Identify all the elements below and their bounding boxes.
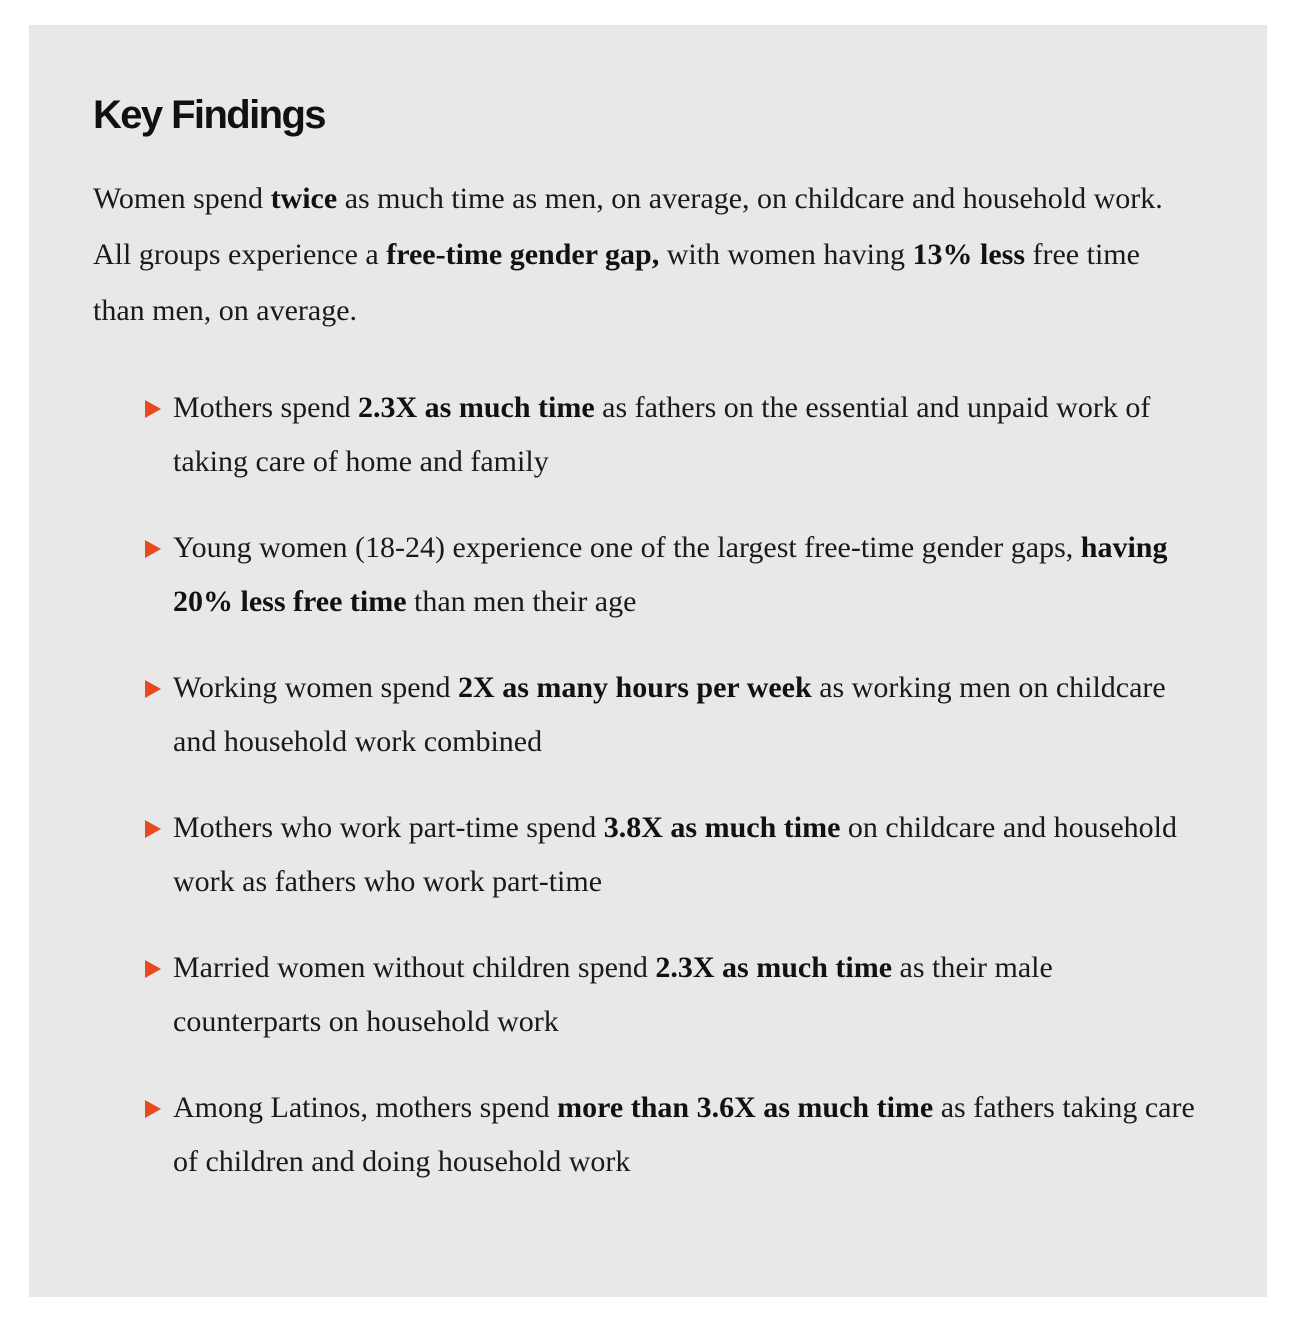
finding-emphasis: 3.8X as much time <box>603 811 841 844</box>
key-findings-panel <box>29 25 1267 1297</box>
triangle-bullet-icon <box>145 960 161 978</box>
intro-emphasis: twice <box>270 182 338 215</box>
finding-text: as their male counterparts on household work <box>173 951 1053 1038</box>
finding-item <box>173 941 1203 1049</box>
triangle-bullet-icon <box>145 820 161 838</box>
finding-emphasis: having 20% less free time <box>173 531 1168 618</box>
finding-text: Mothers spend <box>173 391 358 424</box>
finding-text: Married women without children spend <box>173 951 656 984</box>
triangle-bullet-icon <box>145 540 161 558</box>
finding-emphasis: 2X as many hours per week <box>458 671 812 704</box>
finding-emphasis: 2.3X as much time <box>357 391 595 424</box>
finding-item <box>173 801 1203 909</box>
finding-text: than men their age <box>406 585 637 618</box>
section-title: Key Findings <box>93 93 325 137</box>
finding-emphasis: more than 3.6X as much time <box>557 1091 934 1124</box>
intro-text: free time than men, on average. <box>93 238 1140 327</box>
finding-text: Young women (18-24) experience one of the largest free-time gender gaps, <box>173 531 1081 564</box>
finding-item <box>173 1081 1203 1189</box>
intro-emphasis: 13% less <box>912 238 1026 271</box>
intro-text: as much time as men, on average, on childcare and household work. All groups experience a <box>93 182 1163 271</box>
finding-text: as fathers on the essential and unpaid work of taking care of home and family <box>173 391 1151 478</box>
triangle-bullet-icon <box>145 400 161 418</box>
finding-text: on childcare and household work as fathers who work part-time <box>173 811 1177 898</box>
finding-text: Among Latinos, mothers spend <box>173 1091 558 1124</box>
intro-paragraph <box>93 171 1163 339</box>
intro-emphasis: free-time gender gap, <box>386 238 660 271</box>
finding-emphasis: 2.3X as much time <box>655 951 893 984</box>
finding-text: Working women spend <box>173 671 459 704</box>
triangle-bullet-icon <box>145 680 161 698</box>
finding-text: as fathers taking care of children and doing household work <box>173 1091 1195 1178</box>
finding-text: as working men on childcare and household work combined <box>173 671 1166 758</box>
finding-text: Mothers who work part-time spend <box>173 811 604 844</box>
triangle-bullet-icon <box>145 1100 161 1118</box>
finding-item <box>173 521 1203 629</box>
finding-item <box>173 661 1203 769</box>
findings-list <box>93 381 1203 1189</box>
finding-item <box>173 381 1203 489</box>
intro-text: with women having <box>659 238 913 271</box>
intro-text: Women spend <box>93 182 271 215</box>
